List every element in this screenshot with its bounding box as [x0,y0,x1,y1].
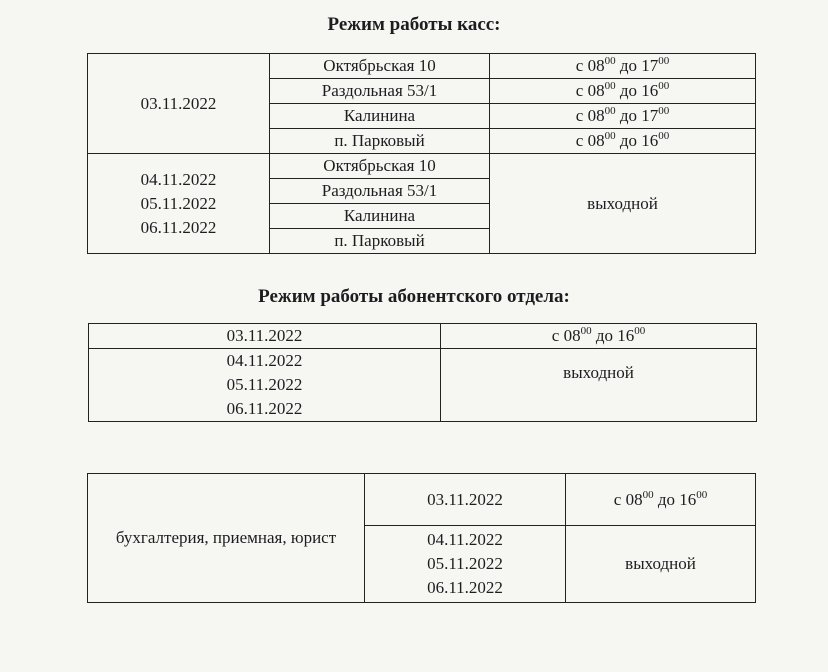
table-row [88,154,756,179]
branch-cell: Раздольная 53/1 [270,179,490,204]
date-cell: 03.11.2022 [89,324,441,349]
department-cell: бухгалтерия, приемная, юрист [88,474,365,603]
branch-cell: п. Парковый [270,229,490,254]
hours-cell: с $08^{00}$ до $16^{00}$ [566,474,756,526]
subscriber-dept-title: Режим работы абонентского отдела: [258,286,570,307]
status-cell: выходной [490,154,756,254]
branch-cell: Калинина [270,204,490,229]
hours-cell: с $08^{00}$ до $16^{00}$ [490,79,756,104]
subscriber-dept-table [88,323,757,422]
branch-cell: Раздольная 53/1 [270,79,490,104]
branch-cell: Октябрьская 10 [270,54,490,79]
hours-cell: с $08^{00}$ до $17^{00}$ [490,104,756,129]
accounting-table [87,473,756,603]
branch-cell: п. Парковый [270,129,490,154]
table-row [89,349,757,422]
hours-cell: с $08^{00}$ до $17^{00}$ [490,54,756,79]
status-cell: выходной [441,349,757,422]
dates-off-cell: 04.11.2022 05.11.2022 06.11.2022 [88,154,270,254]
table-row [89,324,757,349]
dates-off-cell: 04.11.2022 05.11.2022 06.11.2022 [89,349,441,422]
table-row [88,54,756,79]
dates-off-cell: 04.11.2022 05.11.2022 06.11.2022 [365,526,566,603]
branch-cell: Калинина [270,104,490,129]
date-cell: 03.11.2022 [88,54,270,154]
date-cell: 03.11.2022 [365,474,566,526]
hours-cell: с $08^{00}$ до $16^{00}$ [441,324,757,349]
table-row [88,474,756,526]
cash-desks-title: Режим работы касс: [327,14,501,35]
hours-cell: с $08^{00}$ до $16^{00}$ [490,129,756,154]
cash-desks-table [87,53,756,254]
branch-cell: Октябрьская 10 [270,154,490,179]
status-cell: выходной [566,526,756,603]
